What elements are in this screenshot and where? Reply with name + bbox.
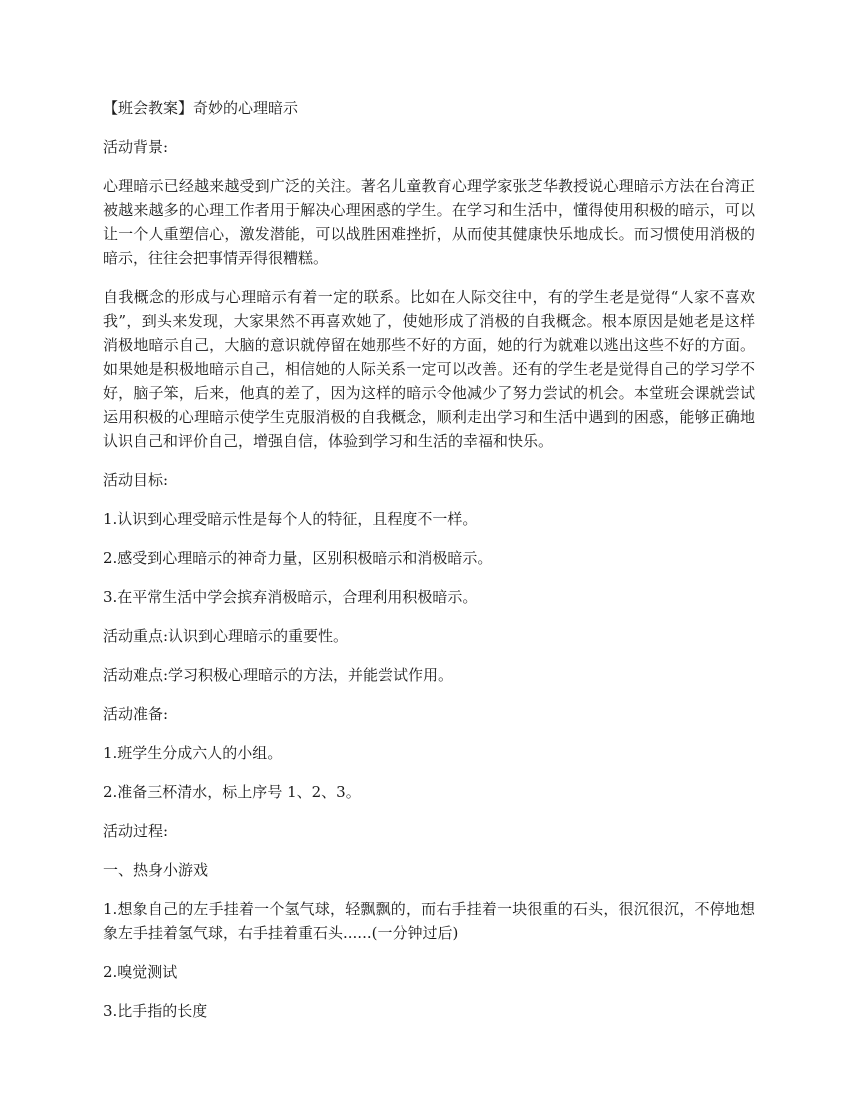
document-page [103,96,755,1038]
prep-heading: 活动准备: [103,705,169,723]
goal-item-2: 2.感受到心理暗示的神奇力量，区别积极暗示和消极暗示。 [103,549,493,567]
goal-item-3: 3.在平常生活中学会摈弃消极暗示，合理利用积极暗示。 [103,588,478,606]
background-heading: 活动背景: [103,138,169,156]
goals-heading: 活动目标: [103,471,169,489]
prep-item-2: 2.准备三杯清水，标上序号 1、2、3。 [103,783,361,801]
document-title: 【班会教案】奇妙的心理暗示 [103,99,299,117]
step-item-3: 3.比手指的长度 [103,1002,208,1020]
process-heading: 活动过程: [103,822,169,840]
section-heading-1: 一、热身小游戏 [103,861,209,879]
background-paragraph-1: 心理暗示已经越来越受到广泛的关注。著名儿童教育心理学家张芝华教授说心理暗示方法在台湾正被越来越多的心理工作者用于解决心理困惑的学生。在学习和生活中，懂得使用积极的暗示，可以让一个人重塑信心，激发潜能，可以战胜困难挫折，从而使其健康快乐地成长。而习惯使用消极的暗示，往往会把事情弄得很糟糕。 [103,177,755,267]
goal-item-1: 1.认识到心理受暗示性是每个人的特征，且程度不一样。 [103,510,478,528]
prep-item-1: 1.班学生分成六人的小组。 [103,744,283,762]
step-item-1: 1.想象自己的左手挂着一个氢气球，轻飘飘的，而右手挂着一块很重的石头，很沉很沉，不停地想象左手挂着氢气球，右手挂着重石头......(一分钟过后) [103,900,755,942]
background-paragraph-2: 自我概念的形成与心理暗示有着一定的联系。比如在人际交往中，有的学生老是觉得“人家不喜欢我”，到头来发现，大家果然不再喜欢她了，使她形成了消极的自我概念。根本原因是她老是这样消极地暗示自己，大脑的意识就停留在她那些不好的方面，她的行为就难以逃出这些不好的方面。如果她是积极地暗示自己，相信她的人际关系一定可以改善。还有的学生老是觉得自己的学习学不好，脑子笨，后来，他真的差了，因为这样的暗示令他减少了努力尝试的机会。本堂班会课就尝试运用积极的心理暗示使学生克服消极的自我概念，顺利走出学习和生活中遇到的困惑，能够正确地认识自己和评价自己，增强自信，体验到学习和生活的幸福和快乐。 [103,288,755,450]
step-item-2: 2.嗅觉测试 [103,963,178,981]
difficulty-point: 活动难点:学习积极心理暗示的方法，并能尝试作用。 [103,666,454,684]
key-point: 活动重点:认识到心理暗示的重要性。 [103,627,349,645]
